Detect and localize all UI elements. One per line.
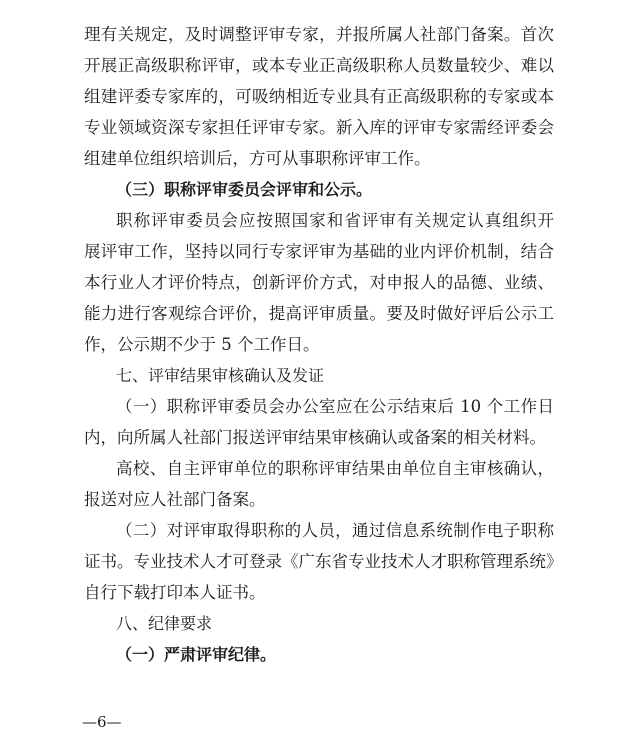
body-text-line: 专业领域资深专家担任评审专家。新入库的评审专家需经评委会	[84, 118, 554, 137]
body-text-line: 能力进行客观综合评价，提高评审质量。要及时做好评后公示工	[84, 304, 554, 323]
body-text-line: 高校、自主评审单位的职称评审结果由单位自主审核确认，	[116, 459, 554, 478]
body-text-line: 报送对应人社部门备案。	[84, 490, 266, 509]
body-text-line: 组建单位组织培训后，方可从事职称评审工作。	[84, 149, 431, 168]
page-number: —6—	[82, 713, 122, 731]
body-text-line: 作，公示期不少于 5 个工作日。	[84, 335, 320, 354]
body-text-line: 证书。专业技术人才可登录《广东省专业技术人才职称管理系统》	[84, 552, 563, 571]
body-text-line: （一）职称评审委员会办公室应在公示结束后 10 个工作日	[116, 397, 554, 416]
section-heading: 八、纪律要求	[116, 614, 213, 633]
body-text-line: 本行业人才评价特点，创新评价方式，对申报人的品德、业绩、	[84, 273, 554, 292]
subsection-heading: （一）严肃评审纪律。	[116, 645, 277, 664]
body-text-line: 展评审工作，坚持以同行专家评审为基础的业内评价机制，结合	[84, 242, 554, 261]
section-heading: 七、评审结果审核确认及发证	[116, 366, 325, 385]
body-text-line: （二）对评审取得职称的人员，通过信息系统制作电子职称	[116, 521, 554, 540]
body-text-line: 自行下载打印本人证书。	[84, 583, 266, 602]
body-text-line: 理有关规定，及时调整评审专家，并报所属人社部门备案。首次	[84, 25, 554, 44]
body-text-line: 职称评审委员会应按照国家和省评审有关规定认真组织开	[116, 211, 554, 230]
body-text-line: 开展正高级职称评审，或本专业正高级职称人员数量较少、难以	[84, 56, 554, 75]
subsection-heading: （三）职称评审委员会评审和公示。	[116, 180, 373, 199]
body-text-line: 内，向所属人社部门报送评审结果审核确认或备案的相关材料。	[84, 428, 546, 447]
body-text-line: 组建评委专家库的，可吸纳相近专业具有正高级职称的专家或本	[84, 87, 554, 106]
